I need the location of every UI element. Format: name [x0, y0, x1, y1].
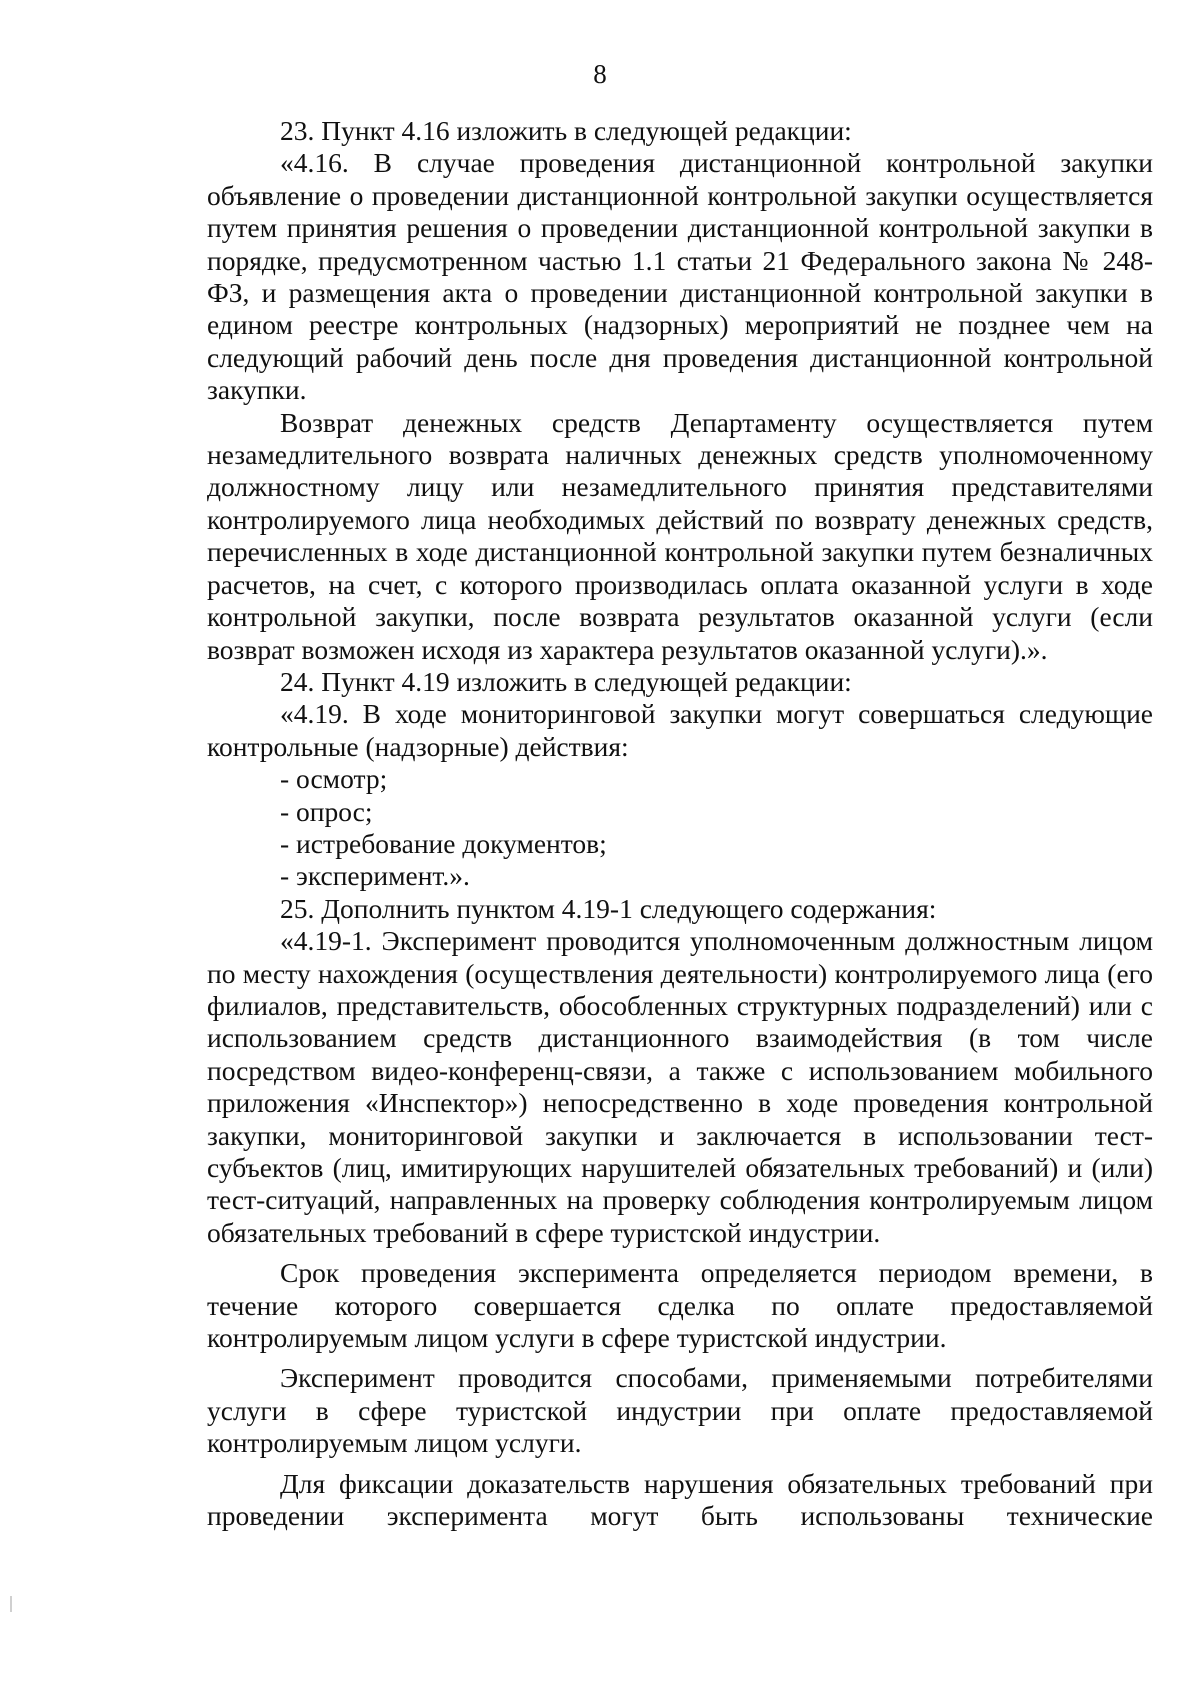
- paragraph-gap: [207, 1354, 1153, 1362]
- list-item-survey: - опрос;: [280, 795, 373, 827]
- paragraph-gap: [207, 1249, 1153, 1257]
- paragraph-refund-text: Возврат денежных средств Департаменту осуществляется путем незамедлительного возврата наличных денежных средств уполномоченному должностному лицу или незамедлительного принятия представителями контролируемого лица необходимых действий по возврату денежных средств, перечисленных в ходе дистанционной контрольной закупки путем безналичных расчетов, на счет, с которого производилась оплата оказанной услуги в ходе контрольной закупки, после возврата результатов оказанной услуги (если возврат возможен исходя из характера результатов оказанной услуги).».: [207, 406, 1153, 665]
- paragraph-item-24-heading: 24. Пункт 4.19 изложить в следующей редакции:: [280, 665, 852, 697]
- paragraph-experiment-methods: Эксперимент проводится способами, применяемыми потребителями услуги в сфере туристской индустрии при оплате предоставляемой контролируемым лицом услуги.: [207, 1362, 1153, 1459]
- paragraph-4-19-1-text: «4.19-1. Эксперимент проводится уполномоченным должностным лицом по месту нахождения (осуществления деятельности) контролируемого лица (его филиалов, представительств, обособленных структурных подразделений) или с использованием средств дистанционного взаимодействия (в том числе посредством видео-конференц-связи, а также с использованием мобильного приложения «Инспектор») непосредственно в ходе проведения контрольной закупки, мониторинговой закупки и заключается в использовании тест-субъектов (лиц, имитирующих нарушителей обязательных требований) и (или) тест-ситуаций, направленных на проверку соблюдения контролируемым лицом обязательных требований в сфере туристской индустрии.: [207, 925, 1153, 1248]
- document-body: [207, 115, 1153, 1532]
- list-item-document-request: - истребование документов;: [280, 827, 607, 859]
- paragraph-item-25-heading: 25. Дополнить пунктом 4.19-1 следующего содержания:: [280, 892, 937, 924]
- paragraph-4-16-text: «4.16. В случае проведения дистанционной контрольной закупки объявление о проведении дистанционной контрольной закупки осуществляется путем принятия решения о проведении дистанционной контрольной закупки в порядке, предусмотренном частью 1.1 статьи 21 Федерального закона № 248-ФЗ, и размещения акта о проведении дистанционной контрольной закупки в едином реестре контрольных (надзорных) мероприятий не позднее чем на следующий рабочий день после дня проведения дистанционной контрольной закупки.: [207, 147, 1153, 406]
- paragraph-gap: [207, 1460, 1153, 1468]
- paragraph-item-23-heading: 23. Пункт 4.16 изложить в следующей редакции:: [280, 115, 852, 146]
- paragraph-evidence-fixation: Для фиксации доказательств нарушения обязательных требований при проведении эксперимента могут быть использованы технические: [207, 1467, 1153, 1532]
- scan-margin-mark: [10, 1596, 12, 1612]
- paragraph-4-19-text: «4.19. В ходе мониторинговой закупки могут совершаться следующие контрольные (надзорные) действия:: [207, 698, 1153, 762]
- paragraph-experiment-duration: Срок проведения эксперимента определяется периодом времени, в течение которого совершается сделка по оплате предоставляемой контролируемым лицом услуги в сфере туристской индустрии.: [207, 1257, 1153, 1354]
- page-number: 8: [593, 59, 607, 89]
- list-item-inspection: - осмотр;: [280, 763, 388, 795]
- list-item-experiment: - эксперимент.».: [280, 860, 470, 892]
